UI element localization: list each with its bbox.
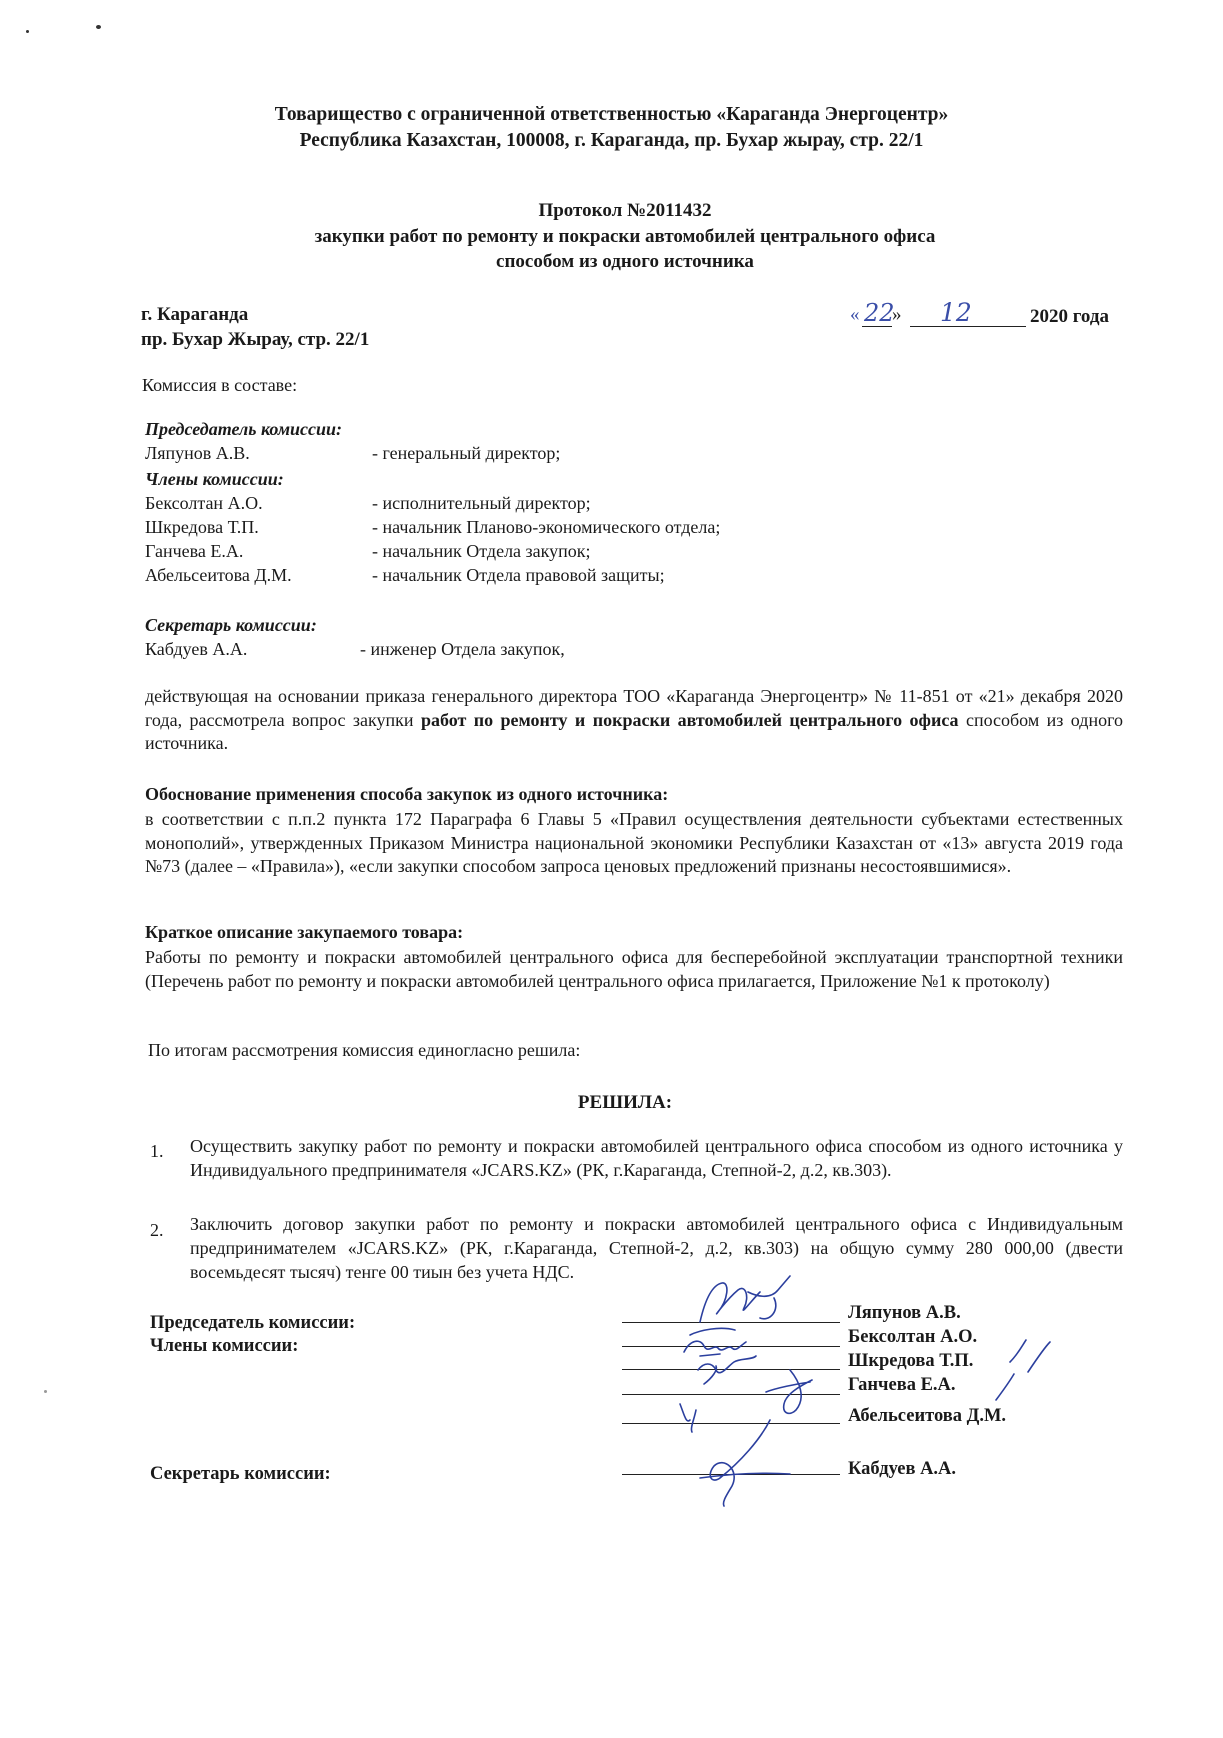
sign-members-label: Члены комиссии: — [150, 1336, 299, 1356]
secretary-name: Кабдуев А.А. — [145, 639, 248, 659]
member-role: - начальник Отдела закупок; — [372, 541, 591, 561]
outcome-text: По итогам рассмотрения комиссия единогласно решила: — [148, 1040, 581, 1060]
members-heading: Члены комиссии: — [145, 469, 284, 489]
date-close-quote: » — [892, 304, 902, 325]
member-name: Абельсеитова Д.М. — [145, 565, 292, 585]
protocol-method: способом из одного источника — [496, 251, 754, 272]
basis-text: действующая на основании приказа генерального директора ТОО «Караганда Энергоцентр» № 11-851 от «21» декабря 2020 года, рассмотрела вопрос закупки — [145, 686, 1123, 730]
decision-text: Заключить договор закупки работ по ремонту и покраски автомобилей центрального офиса с Индивидуальным предпринимателем «JCARS.KZ» (РК, г.Караганда, Степной-2, д.2, кв.303) на общую сумму 280 000,00 (двести восемьдесят тысяч) тенге 00 тиын без учета НДС. — [190, 1214, 1123, 1282]
member-name: Ганчева Е.А. — [145, 541, 244, 561]
decision-heading: РЕШИЛА: — [577, 1092, 673, 1113]
description-heading: Краткое описание закупаемого товара: — [145, 922, 464, 942]
justification-heading-text: Обоснование применения способа закупок из одного источника: — [145, 784, 669, 804]
date-open-quote: « — [850, 304, 860, 325]
basis-subject: работ по ремонту и покраски автомобилей центрального офиса — [420, 709, 959, 730]
chair-heading: Председатель комиссии: — [145, 419, 343, 439]
member-name: Бексолтан А.О. — [145, 493, 263, 513]
justification-text: в соответствии с п.п.2 пункта 172 Параграфа 6 Главы 5 «Правил осуществления деятельности субъектами естественных монополий», утвержденных Приказом Министра национальной экономики Республики Казахстан от «13» августа 2019 года №73 (далее – «Правила»), «если закупки способом запроса ценовых предложений признаны несостоявшимися». — [145, 809, 1123, 876]
secretary-role: - инженер Отдела закупок, — [360, 639, 565, 659]
secretary-heading: Секретарь комиссии: — [145, 615, 317, 635]
org-name: Товарищество с ограниченной ответственностью «Караганда Энергоцентр» — [274, 104, 949, 125]
signer-name: Шкредова Т.П. — [848, 1351, 974, 1371]
member-role: - начальник Отдела правовой защиты; — [372, 565, 665, 585]
signer-name: Кабдуев А.А. — [848, 1459, 957, 1479]
signer-name: Бексолтан А.О. — [848, 1327, 978, 1347]
decision-number: 2. — [150, 1220, 164, 1240]
place-street: пр. Бухар Жырау, стр. 22/1 — [141, 329, 370, 350]
member-name: Шкредова Т.П. — [145, 517, 259, 537]
signer-name: Абельсеитова Д.М. — [848, 1406, 1007, 1426]
protocol-number: Протокол №2011432 — [538, 200, 712, 221]
description-text: Работы по ремонту и покраски автомобилей центрального офиса для бесперебойной эксплуатации транспортной техники (Перечень работ по ремонту и покраски автомобилей центрального офиса прилагается, Приложение №1 к протоколу) — [145, 947, 1123, 991]
basis-method: способом из одного источника. — [145, 709, 1124, 753]
sign-secretary-label: Секретарь комиссии: — [150, 1464, 331, 1484]
signer-name: Ганчева Е.А. — [848, 1375, 956, 1395]
decision-number: 1. — [150, 1141, 164, 1161]
date-month: 12 — [940, 298, 972, 327]
place-city: г. Караганда — [141, 304, 249, 325]
signer-name: Ляпунов А.В. — [848, 1303, 961, 1323]
decision-text: Осуществить закупку работ по ремонту и покраски автомобилей центрального офиса способом из одного источника у Индивидуального предпринимателя «JCARS.KZ» (РК, г.Караганда, Степной-2, д.2, кв.303). — [190, 1136, 1123, 1180]
protocol-subject: закупки работ по ремонту и покраски автомобилей центрального офиса — [314, 226, 936, 247]
sign-chair-label: Председатель комиссии: — [150, 1313, 356, 1333]
date-year: 2020 года — [1030, 306, 1109, 327]
member-role: - начальник Планово-экономического отдела; — [372, 517, 721, 537]
chair-role: - генеральный директор; — [372, 443, 561, 463]
chair-name: Ляпунов А.В. — [145, 443, 250, 463]
member-role: - исполнительный директор; — [372, 493, 591, 513]
org-address: Республика Казахстан, 100008, г. Караганда, пр. Бухар жырау, стр. 22/1 — [299, 130, 924, 151]
commission-intro: Комиссия в составе: — [142, 375, 298, 395]
date-day: 22 — [864, 299, 895, 327]
